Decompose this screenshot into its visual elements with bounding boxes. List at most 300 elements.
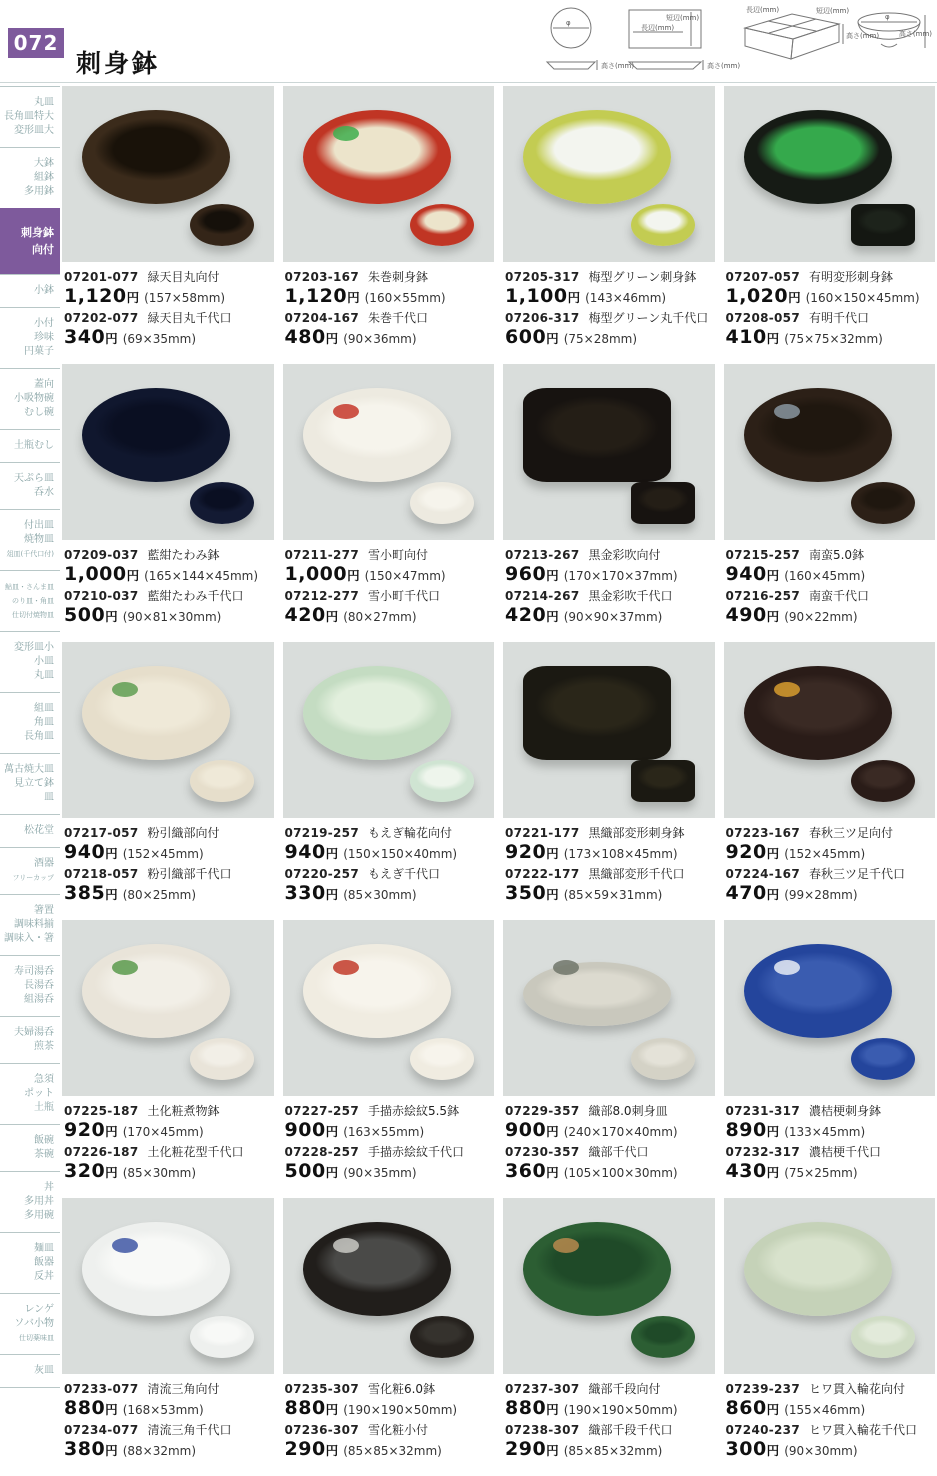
product-size-1: (170×170×37mm) — [563, 569, 678, 583]
small-bowl — [631, 1316, 695, 1358]
product-name-2: 黒織部変形千代口 — [588, 867, 685, 881]
small-bowl — [190, 760, 254, 802]
product-name-2: 織部千代口 — [588, 1145, 649, 1159]
product-yen-1: 円 — [105, 1402, 118, 1417]
product-yen-2: 円 — [766, 609, 780, 624]
diagram-long-side-label: 長辺(mm) — [641, 24, 675, 32]
product-size-1: (152×45mm) — [122, 847, 204, 861]
product-name-2: 雪化粧小付 — [367, 1423, 428, 1437]
big-bowl — [523, 962, 671, 1026]
product-photo — [283, 364, 495, 540]
product-size-2: (105×100×30mm) — [563, 1166, 678, 1180]
small-bowl — [851, 204, 915, 246]
product-price-2: 320 — [64, 1160, 106, 1182]
big-bowl — [303, 666, 451, 760]
accent-mark — [112, 1238, 138, 1253]
product-name-1: 清流三角向付 — [147, 1382, 220, 1396]
product-yen-2: 円 — [105, 887, 118, 902]
product-code-1: 07239-237 — [725, 1382, 800, 1396]
accent-mark — [333, 960, 359, 975]
product-name-1: 有明変形刺身鉢 — [808, 270, 893, 284]
product-code-2: 07234-077 — [64, 1423, 139, 1437]
sidebar-item: 箸置 — [34, 905, 54, 916]
sidebar-group — [0, 570, 60, 631]
sidebar-group — [0, 955, 60, 1016]
product-price-1: 880 — [64, 1397, 106, 1419]
product-name-2: 梅型グリーン丸千代口 — [588, 311, 709, 325]
product-yen-1: 円 — [546, 1124, 559, 1139]
product-code-2: 07222-177 — [505, 867, 580, 881]
product-price-2: 430 — [725, 1160, 767, 1182]
product-yen-1: 円 — [788, 290, 801, 305]
page-number-badge: 072 — [8, 28, 64, 58]
product-price-1: 920 — [64, 1119, 106, 1141]
product-price-2: 350 — [505, 882, 547, 904]
accent-mark — [774, 404, 800, 419]
small-bowl — [631, 204, 695, 246]
product-price-1: 920 — [505, 841, 547, 863]
diagram-phi-label: φ — [885, 13, 890, 21]
sidebar-item: 飯器 — [34, 1257, 54, 1268]
product-price-2: 340 — [64, 326, 106, 348]
sidebar-item: 飯碗 — [34, 1135, 54, 1146]
sidebar-item: 丸皿 — [34, 670, 54, 681]
product-size-1: (150×150×40mm) — [343, 847, 458, 861]
product-yen-2: 円 — [325, 1165, 339, 1180]
product-size-2: (90×90×37mm) — [563, 610, 663, 624]
product-price-2: 300 — [725, 1438, 767, 1460]
sidebar-item: ポット — [24, 1088, 54, 1099]
accent-mark — [774, 960, 800, 975]
sidebar-group — [0, 692, 60, 753]
product-name-2: ヒワ貫入輪花千代口 — [808, 1423, 917, 1437]
product-code-2: 07236-307 — [284, 1423, 359, 1437]
sidebar-group — [0, 1354, 60, 1388]
product-size-1: (143×46mm) — [585, 291, 667, 305]
product-text — [503, 1379, 715, 1474]
product-price-1: 1,000 — [284, 563, 348, 585]
product-price-1: 900 — [505, 1119, 547, 1141]
sidebar-item: 変形皿大 — [14, 125, 54, 136]
product-cell — [503, 86, 715, 362]
product-price-1: 1,020 — [725, 285, 789, 307]
product-code-2: 07240-237 — [725, 1423, 800, 1437]
product-size-2: (90×35mm) — [343, 1166, 417, 1180]
product-text — [62, 1101, 274, 1196]
product-cell — [283, 920, 495, 1196]
product-yen-1: 円 — [766, 1402, 780, 1417]
product-price-1: 880 — [505, 1397, 547, 1419]
product-name-1: 黒金彩吹向付 — [588, 548, 661, 562]
product-code-2: 07238-307 — [505, 1423, 580, 1437]
product-yen-2: 円 — [766, 887, 780, 902]
product-yen-1: 円 — [546, 846, 559, 861]
small-bowl — [631, 1038, 695, 1080]
product-size-1: (157×58mm) — [144, 291, 226, 305]
accent-mark — [333, 404, 359, 419]
diagram-height-label: 高さ(mm) — [601, 62, 635, 70]
big-bowl — [82, 388, 230, 482]
big-bowl — [303, 1222, 451, 1316]
sidebar-item: 多用丼 — [24, 1196, 54, 1207]
product-price-1: 940 — [284, 841, 326, 863]
product-photo — [283, 1198, 495, 1374]
sidebar-item: 土瓶 — [34, 1102, 54, 1113]
product-cell — [62, 1198, 274, 1474]
product-yen-2: 円 — [105, 1443, 118, 1458]
product-size-2: (85×30mm) — [343, 888, 417, 902]
product-photo — [503, 642, 715, 818]
sidebar-group — [0, 147, 60, 208]
product-yen-2: 円 — [105, 331, 118, 346]
sidebar-item: 灰皿 — [34, 1365, 54, 1376]
product-yen-1: 円 — [325, 1124, 339, 1139]
header-divider — [0, 82, 937, 83]
big-bowl — [744, 666, 892, 760]
product-size-1: (160×55mm) — [364, 291, 446, 305]
product-text — [724, 1101, 936, 1196]
product-price-1: 860 — [725, 1397, 767, 1419]
product-photo — [503, 1198, 715, 1374]
product-yen-1: 円 — [325, 1402, 339, 1417]
product-text — [62, 267, 274, 362]
product-name-1: 南蛮5.0鉢 — [808, 548, 865, 562]
product-code-1: 07201-077 — [64, 270, 139, 284]
product-code-1: 07215-257 — [725, 548, 800, 562]
product-cell — [283, 86, 495, 362]
product-code-2: 07204-167 — [284, 311, 359, 325]
product-size-2: (90×22mm) — [784, 610, 858, 624]
product-name-1: 土化粧煮物鉢 — [147, 1104, 220, 1118]
product-yen-2: 円 — [546, 1443, 559, 1458]
product-text — [283, 1379, 495, 1474]
product-code-1: 07217-057 — [64, 826, 139, 840]
sidebar-item: 仕切薬味皿 — [19, 1334, 54, 1342]
product-size-1: (165×144×45mm) — [144, 569, 259, 583]
big-bowl — [303, 110, 451, 204]
product-price-2: 500 — [284, 1160, 326, 1182]
sidebar-group — [0, 753, 60, 814]
small-bowl — [190, 1316, 254, 1358]
product-price-1: 1,120 — [284, 285, 348, 307]
product-price-1: 920 — [725, 841, 767, 863]
small-bowl — [410, 1316, 474, 1358]
product-yen-2: 円 — [105, 1165, 118, 1180]
sidebar-item: 付出皿 — [24, 520, 54, 531]
product-name-2: 黒金彩吹千代口 — [588, 589, 673, 603]
product-price-2: 420 — [284, 604, 326, 626]
product-price-1: 890 — [725, 1119, 767, 1141]
product-name-2: 雪小町千代口 — [367, 589, 440, 603]
product-size-2: (69×35mm) — [122, 332, 197, 346]
product-name-1: 春秋三ツ足向付 — [808, 826, 893, 840]
big-bowl — [82, 110, 230, 204]
sidebar-item-current: 向付 — [32, 243, 54, 256]
big-bowl — [82, 944, 230, 1038]
big-bowl — [744, 1222, 892, 1316]
product-photo — [724, 920, 936, 1096]
product-price-2: 500 — [64, 604, 106, 626]
product-yen-2: 円 — [546, 609, 559, 624]
page-title: 刺身鉢 — [76, 48, 161, 78]
sidebar-item: 鮎皿・さんま皿 — [5, 583, 54, 591]
sidebar-group — [0, 894, 60, 955]
product-code-1: 07221-177 — [505, 826, 580, 840]
sidebar-item: 土瓶むし — [14, 440, 54, 451]
accent-mark — [112, 682, 138, 697]
sidebar-item: 角皿 — [34, 717, 54, 728]
sidebar-group — [0, 429, 60, 462]
product-name-2: 濃桔梗千代口 — [808, 1145, 881, 1159]
product-size-1: (152×45mm) — [784, 847, 866, 861]
big-bowl — [303, 388, 451, 482]
product-name-2: 藍紺たわみ千代口 — [147, 589, 244, 603]
product-photo — [503, 86, 715, 262]
product-size-2: (85×85×32mm) — [343, 1444, 442, 1458]
small-bowl — [631, 482, 695, 524]
product-code-1: 07223-167 — [725, 826, 800, 840]
product-photo — [62, 1198, 274, 1374]
product-code-1: 07237-307 — [505, 1382, 580, 1396]
product-size-2: (99×28mm) — [784, 888, 858, 902]
sidebar-group — [0, 631, 60, 692]
product-photo — [503, 364, 715, 540]
sidebar-group — [0, 1232, 60, 1293]
product-price-2: 410 — [725, 326, 767, 348]
sidebar-item: 急須 — [34, 1074, 54, 1085]
product-name-2: 春秋三ツ足千代口 — [808, 867, 905, 881]
sidebar-item: 見立て鉢 — [14, 778, 54, 789]
product-name-2: 粉引織部千代口 — [147, 867, 232, 881]
sidebar-item: ソバ小物 — [14, 1318, 54, 1329]
product-size-1: (168×53mm) — [122, 1403, 204, 1417]
sidebar-group — [0, 847, 60, 894]
sidebar-item: 長湯呑 — [24, 980, 54, 991]
product-price-2: 490 — [725, 604, 767, 626]
product-price-2: 385 — [64, 882, 106, 904]
product-cell — [503, 642, 715, 918]
product-size-2: (75×75×32mm) — [784, 332, 883, 346]
big-bowl — [82, 1222, 230, 1316]
product-code-1: 07211-277 — [284, 548, 359, 562]
product-code-2: 07218-057 — [64, 867, 139, 881]
product-text — [724, 1379, 936, 1474]
product-photo — [62, 86, 274, 262]
accent-mark — [553, 1238, 579, 1253]
product-size-1: (170×45mm) — [122, 1125, 204, 1139]
product-yen-1: 円 — [567, 290, 581, 305]
sidebar-item: 丼 — [44, 1182, 54, 1193]
product-name-2: 緑天目丸千代口 — [147, 311, 232, 325]
product-name-1: 雪小町向付 — [367, 548, 428, 562]
product-grid — [62, 86, 935, 1476]
sidebar-item: 多用碗 — [24, 1210, 54, 1221]
product-cell — [62, 920, 274, 1196]
product-size-2: (90×81×30mm) — [122, 610, 222, 624]
diagram-height-label: 高さ(mm) — [846, 32, 880, 40]
product-yen-1: 円 — [546, 1402, 559, 1417]
sidebar-item: 焼物皿 — [24, 534, 54, 545]
product-text — [724, 823, 936, 918]
product-size-2: (75×25mm) — [784, 1166, 858, 1180]
product-cell — [62, 86, 274, 362]
small-bowl — [190, 482, 254, 524]
product-name-1: 手描赤絵紋5.5鉢 — [367, 1104, 460, 1118]
product-price-2: 420 — [505, 604, 547, 626]
sidebar-item: 丸皿 — [34, 97, 54, 108]
product-code-2: 07206-317 — [505, 311, 580, 325]
product-name-1: 濃桔梗刺身鉢 — [808, 1104, 881, 1118]
product-photo — [283, 920, 495, 1096]
big-bowl — [744, 110, 892, 204]
product-size-1: (155×46mm) — [784, 1403, 866, 1417]
product-cell — [724, 86, 936, 362]
product-name-1: 緑天目丸向付 — [147, 270, 220, 284]
product-code-2: 07212-277 — [284, 589, 359, 603]
accent-mark — [553, 960, 579, 975]
product-yen-1: 円 — [347, 290, 360, 305]
diagram-short-side-label: 短辺(mm) — [816, 7, 850, 15]
product-code-2: 07214-267 — [505, 589, 580, 603]
product-text — [62, 1379, 274, 1474]
sidebar-item: 松花堂 — [24, 825, 54, 836]
product-size-2: (75×28mm) — [563, 332, 638, 346]
sidebar-group — [0, 1063, 60, 1124]
product-yen-2: 円 — [766, 1443, 780, 1458]
product-text — [724, 545, 936, 640]
product-yen-1: 円 — [766, 846, 780, 861]
small-bowl — [410, 760, 474, 802]
sidebar-item: 萬古焼大皿 — [4, 764, 54, 775]
product-code-1: 07219-257 — [284, 826, 359, 840]
product-yen-2: 円 — [325, 1443, 339, 1458]
product-size-1: (240×170×40mm) — [563, 1125, 678, 1139]
product-text — [503, 823, 715, 918]
sidebar-item: フリーカップ — [12, 874, 54, 882]
sidebar-item: 組鉢 — [34, 172, 54, 183]
product-size-2: (80×25mm) — [122, 888, 197, 902]
product-code-1: 07225-187 — [64, 1104, 139, 1118]
big-bowl — [82, 666, 230, 760]
product-yen-1: 円 — [105, 1124, 118, 1139]
product-name-2: 南蛮千代口 — [808, 589, 869, 603]
product-price-1: 1,120 — [64, 285, 127, 307]
product-text — [283, 545, 495, 640]
product-text — [503, 545, 715, 640]
product-size-1: (163×55mm) — [343, 1125, 425, 1139]
big-bowl — [523, 666, 671, 760]
sidebar-item: 長角皿特大 — [4, 111, 54, 122]
product-size-1: (160×150×45mm) — [805, 291, 920, 305]
small-bowl — [410, 482, 474, 524]
sidebar-item: 変形皿小 — [14, 642, 54, 653]
product-name-1: 梅型グリーン刺身鉢 — [588, 270, 697, 284]
product-size-2: (85×85×32mm) — [563, 1444, 663, 1458]
product-yen-2: 円 — [325, 887, 339, 902]
product-code-1: 07207-057 — [725, 270, 800, 284]
product-yen-1: 円 — [766, 568, 780, 583]
product-cell — [62, 364, 274, 640]
sidebar-group — [0, 307, 60, 368]
accent-mark — [333, 126, 359, 141]
sidebar-item: 天ぷら皿 — [14, 473, 54, 484]
measurement-diagrams — [533, 2, 933, 82]
sidebar-item: 長角皿 — [24, 731, 54, 742]
sidebar-item: 麺皿 — [34, 1243, 54, 1254]
product-price-2: 330 — [284, 882, 326, 904]
product-code-1: 07235-307 — [284, 1382, 359, 1396]
sidebar-item: 珍味 — [34, 332, 54, 343]
small-bowl — [851, 1038, 915, 1080]
product-name-2: 織部千段千代口 — [588, 1423, 673, 1437]
product-cell — [283, 642, 495, 918]
sidebar-group — [0, 1124, 60, 1171]
product-name-1: もえぎ輪花向付 — [367, 826, 452, 840]
product-yen-1: 円 — [347, 568, 360, 583]
sidebar-item: 小鉢 — [34, 285, 54, 296]
diagram-long-side-label: 長辺(mm) — [746, 6, 780, 14]
sidebar-item: 円菓子 — [24, 346, 54, 357]
product-name-1: 黒織部変形刺身鉢 — [588, 826, 685, 840]
product-photo — [724, 1198, 936, 1374]
product-cell — [503, 364, 715, 640]
product-size-2: (80×27mm) — [343, 610, 417, 624]
small-bowl — [410, 204, 474, 246]
product-text — [62, 823, 274, 918]
product-photo — [62, 364, 274, 540]
product-price-2: 290 — [284, 1438, 326, 1460]
sidebar-item: 寿司湯呑 — [14, 966, 54, 977]
sidebar-item: 夫婦湯呑 — [14, 1027, 54, 1038]
product-cell — [724, 364, 936, 640]
product-text — [283, 1101, 495, 1196]
product-name-2: 土化粧花型千代口 — [147, 1145, 244, 1159]
product-yen-2: 円 — [546, 331, 559, 346]
product-code-1: 07231-317 — [725, 1104, 800, 1118]
small-bowl — [190, 1038, 254, 1080]
product-yen-2: 円 — [766, 1165, 780, 1180]
sidebar-group — [0, 1293, 60, 1354]
product-code-2: 07202-077 — [64, 311, 139, 325]
sidebar-item: 煎茶 — [34, 1041, 54, 1052]
product-size-2: (90×30mm) — [784, 1444, 858, 1458]
product-price-2: 380 — [64, 1438, 106, 1460]
product-code-1: 07233-077 — [64, 1382, 139, 1396]
product-photo — [283, 86, 495, 262]
big-bowl — [744, 944, 892, 1038]
sidebar-group — [0, 274, 60, 307]
product-yen-2: 円 — [546, 887, 559, 902]
accent-mark — [774, 682, 800, 697]
product-code-1: 07209-037 — [64, 548, 139, 562]
sidebar-active-group — [0, 208, 60, 274]
product-name-1: ヒワ貫入輪花向付 — [808, 1382, 905, 1396]
product-size-1: (133×45mm) — [784, 1125, 866, 1139]
accent-mark — [112, 960, 138, 975]
product-text — [724, 267, 936, 362]
sidebar-item: 呑水 — [34, 487, 54, 498]
product-code-1: 07229-357 — [505, 1104, 580, 1118]
product-size-2: (88×32mm) — [122, 1444, 197, 1458]
product-price-1: 940 — [725, 563, 767, 585]
small-bowl — [190, 204, 254, 246]
product-name-2: 手描赤絵紋千代口 — [367, 1145, 464, 1159]
product-code-2: 07216-257 — [725, 589, 800, 603]
product-code-2: 07230-357 — [505, 1145, 580, 1159]
product-yen-2: 円 — [105, 609, 118, 624]
small-bowl — [631, 760, 695, 802]
product-photo — [283, 642, 495, 818]
